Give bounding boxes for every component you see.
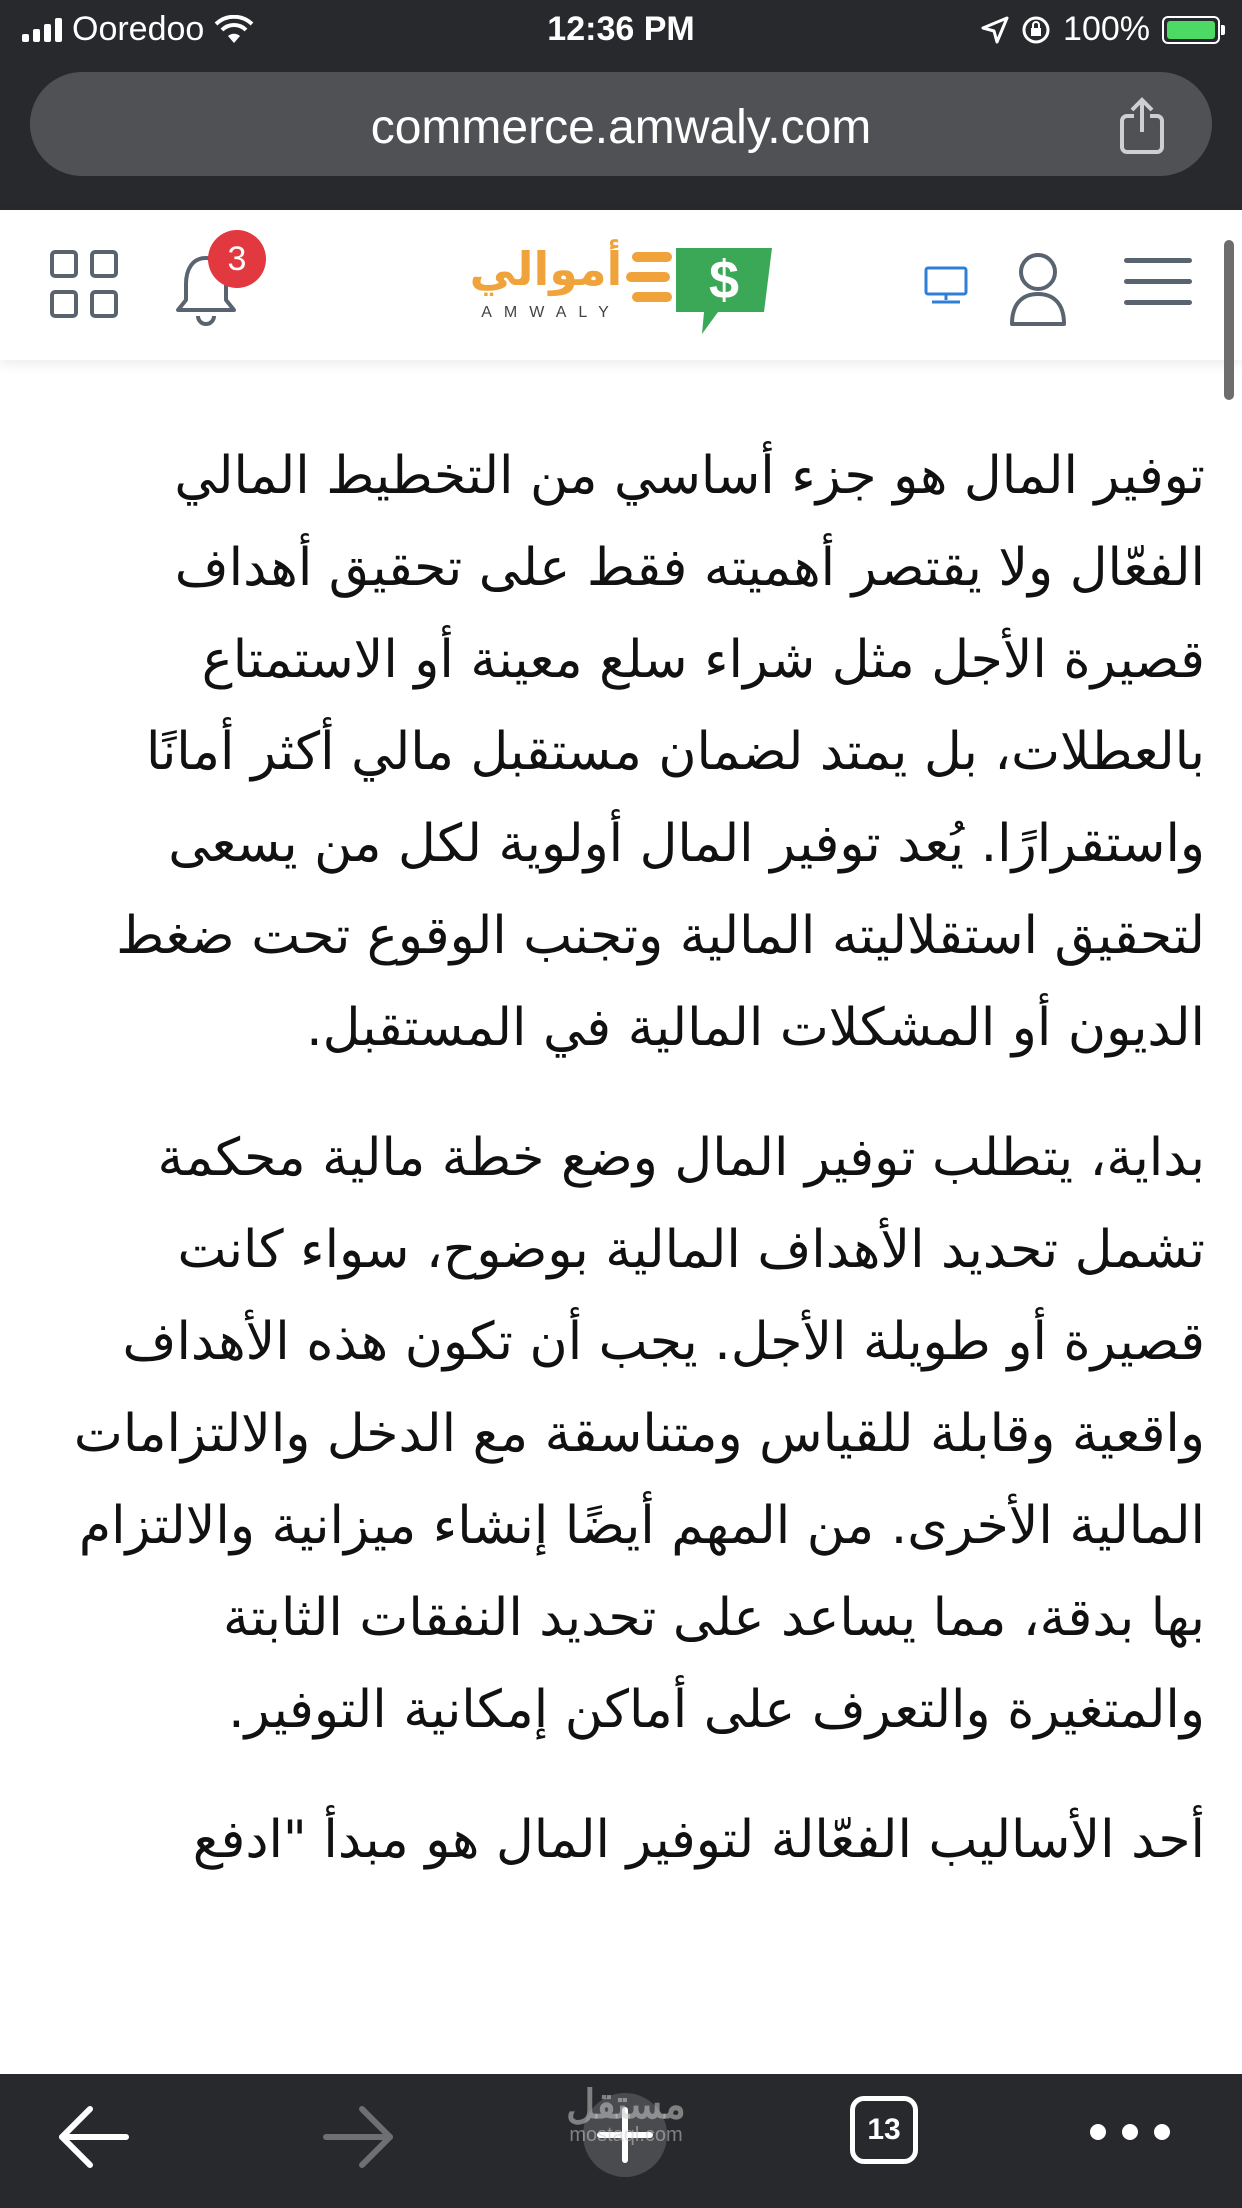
user-icon[interactable] [1006,248,1070,328]
back-arrow-icon[interactable] [56,2104,132,2170]
logo-arabic-text: أموالي [469,242,623,296]
watermark-arabic: مستقل [566,2083,686,2127]
url-text[interactable]: commerce.amwaly.com [370,101,872,154]
status-time: 12:36 PM [547,10,695,48]
page-scrollbar[interactable] [1224,240,1234,400]
article-paragraph-1: توفير المال هو جزء أساسي من التخطيط المالي الفعّال ولا يقتصر أهميته فقط على تحقيق أهداف قصيرة الأجل مثل شراء سلع معينة أو الاستمتاع بالعطلات، بل يمتد لضمان مستقبل مالي أكثر أمانًا واستقرارًا. يُعد توفير المال أولوية لكل من يسعى لتحقيق استقلاليته المالية وتجنب الوقوع تحت ضغط الديون أو المشكلات المالية في المستقبل. [116,446,1205,1058]
browser-toolbar [0,62,1242,210]
svg-text:$: $ [708,250,740,310]
url-bar[interactable] [30,72,1212,176]
apps-grid-icon[interactable] [50,250,118,318]
desktop-icon[interactable] [922,266,970,306]
battery-percent: 100% [1063,10,1150,48]
more-icon[interactable] [1090,2124,1170,2144]
tabs-icon[interactable]: 13 [850,2096,918,2164]
article-paragraph-3: أحد الأساليب الفعّالة لتوفير المال هو مبدأ "ادفع [192,1810,1205,1870]
menu-icon[interactable] [1124,258,1192,308]
logo-english-text: AMWALY [481,304,621,321]
notification-badge[interactable]: 3 [208,230,266,288]
battery-charging-icon [1162,16,1220,44]
article-paragraph-2: بداية، يتطلب توفير المال وضع خطة مالية محكمة تشمل تحديد الأهداف المالية بوضوح، سواء كانت قصيرة أو طويلة الأجل. يجب أن تكون هذه الأهداف واقعية وقابلة للقياس ومتناسقة مع الدخل والالتزامات المالية الأخرى. من المهم أيضًا إنشاء ميزانية والالتزام بها بدقة، مما يساعد على تحديد النفقات الثابتة والمتغيرة والتعرف على أماكن إمكانية التوفير. [73,1128,1205,1740]
forward-arrow-icon[interactable] [320,2104,396,2170]
article-body [40,430,1205,1924]
orientation-lock-icon [1021,15,1051,45]
logo-dollar-mark [626,236,776,336]
site-header [0,210,1242,360]
carrier-name: Ooredoo [72,10,205,48]
mostaql-watermark [536,2082,716,2147]
location-icon [981,16,1009,44]
share-icon[interactable] [1112,96,1172,156]
status-right [981,10,1220,49]
watermark-english: mostaql.com [569,2124,683,2146]
amwaly-logo[interactable] [466,236,776,336]
status-bar [0,0,1242,62]
